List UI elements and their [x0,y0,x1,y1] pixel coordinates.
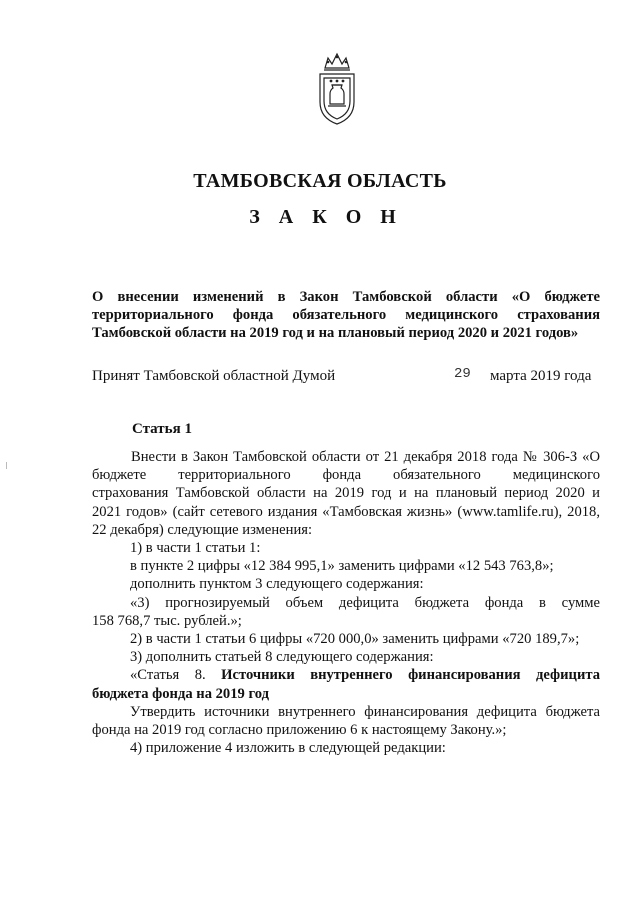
article-8-title: Источники внутреннего финансирования дефицита [221,667,600,684]
law-title: З А К О Н [249,206,403,228]
adoption-day: 29 [454,366,471,382]
subject-line: территориального фонда обязательного медицинского страхования [92,307,600,323]
body-line: в пункте 2 цифры «12 384 995,1» заменить цифрами «12 543 763,8»; [130,558,554,575]
body-line: Утвердить источники внутреннего финансирования дефицита бюджета [130,703,600,720]
body-line: 158 768,7 тыс. рублей.»; [92,612,242,629]
subject-line: Тамбовской области на 2019 год и на плановый период 2020 и 2021 годов» [92,325,579,341]
adoption-line [92,368,600,388]
adopted-by: Принят Тамбовской областной Думой [92,368,336,384]
body-line: «3) прогнозируемый объем дефицита бюджета фонда в сумме [130,594,600,611]
body-line: бюджете территориального фонда обязательного медицинского [92,467,600,484]
body-line: 22 декабря) следующие изменения: [92,521,313,538]
scan-margin-mark [6,462,7,469]
region-title: ТАМБОВСКАЯ ОБЛАСТЬ [193,170,447,192]
subject-line: О внесении изменений в Закон Тамбовской области «О бюджете [92,289,600,305]
body-line: фонда на 2019 год согласно приложению 6 к настоящему Закону.»; [92,722,507,739]
article-8-heading [92,666,600,684]
article-8-prefix: «Статья 8. [130,667,206,684]
tambov-coat-of-arms-icon [316,50,358,126]
list-item: 4) приложение 4 изложить в следующей редакции: [130,740,446,757]
article-heading: Статья 1 [132,421,192,437]
article-body [92,448,600,757]
list-item: 3) дополнить статьей 8 следующего содержания: [130,649,434,666]
body-line: страхования Тамбовской области на 2019 год и на плановый период 2020 и [92,485,600,502]
adoption-month-year: марта 2019 года [490,368,592,384]
law-subject [92,288,600,342]
list-item: 2) в части 1 статьи 6 цифры «720 000,0» заменить цифрами «720 189,7»; [130,631,580,648]
body-line: 2021 годов» (сайт сетевого издания «Тамбовская жизнь» (www.tamlife.ru), 2018, [92,503,600,520]
body-line: дополнить пунктом 3 следующего содержания: [130,576,424,593]
body-line: Внести в Закон Тамбовской области от 21 декабря 2018 года № 306-З «О [131,449,600,465]
list-item: 1) в части 1 статьи 1: [130,540,261,557]
article-8-title: бюджета фонда на 2019 год [92,685,269,702]
